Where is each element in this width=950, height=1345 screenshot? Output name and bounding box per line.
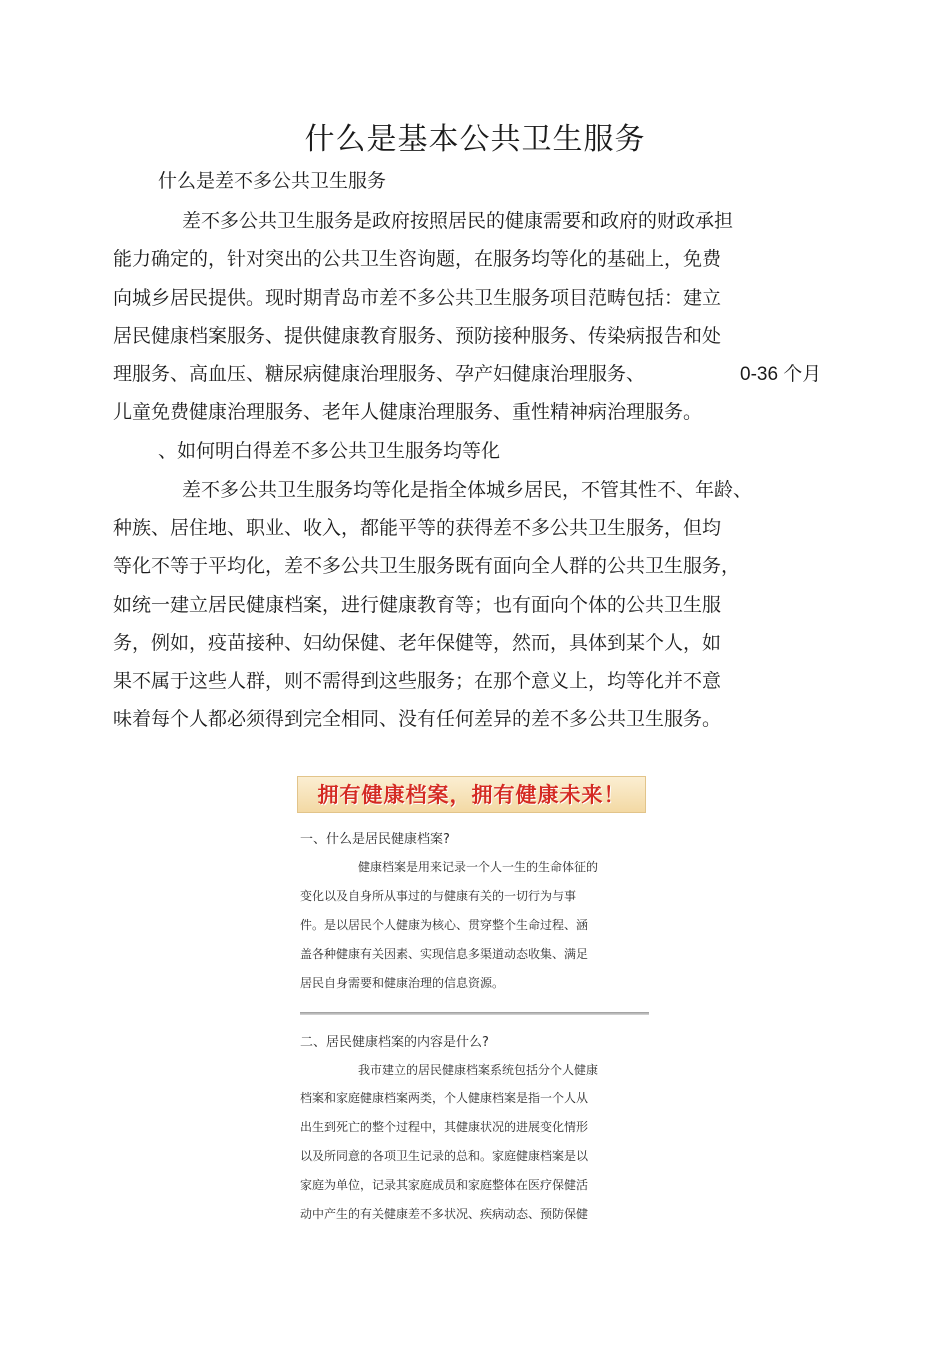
- age-range: 0-36 个月: [740, 364, 822, 385]
- section1-line: 能力确定的，针对突出的公共卫生咨询题，在服务均等化的基础上，免费: [113, 248, 722, 270]
- inset2-line: 动中产生的有关健康差不多状况、疾病动态、预防保健: [300, 1207, 589, 1221]
- section2-line: 果不属于这些人群，则不需得到这些服务；在那个意义上，均等化并不意: [113, 670, 722, 692]
- health-record-banner: [297, 776, 646, 813]
- inset1-line: 健康档案是用来记录一个人一生的生命体征的: [358, 860, 599, 874]
- section1-line: 向城乡居民提供。现时期青岛市差不多公共卫生服务项目范畴包括：建立: [113, 287, 722, 309]
- banner-text: 拥有健康档案，拥有健康未来！: [317, 783, 626, 807]
- inset1-line: 件。是以居民个人健康为核心、贯穿整个生命过程、涵: [300, 918, 589, 932]
- section-divider: [300, 1012, 649, 1015]
- section2-line: 味着每个人都必须得到完全相同、没有任何差异的差不多公共卫生服务。: [113, 708, 722, 730]
- section1-line: 居民健康档案服务、提供健康教育服务、预防接种服务、传染病报告和处: [113, 325, 722, 347]
- inset1-heading: 一、什么是居民健康档案?: [300, 832, 450, 847]
- section2-line: 如统一建立居民健康档案，进行健康教育等；也有面向个体的公共卫生服: [113, 594, 722, 616]
- inset1-line: 居民自身需要和健康治理的信息资源。: [300, 976, 505, 990]
- inset2-line: 家庭为单位，记录其家庭成员和家庭整体在医疗保健活: [300, 1178, 589, 1192]
- page-title: 什么是基本公共卫生服务: [304, 122, 646, 157]
- section2-line: 差不多公共卫生服务均等化是指全体城乡居民，不管其性不、年龄、: [182, 479, 753, 501]
- inset1-line: 变化以及自身所从事过的与健康有关的一切行为与事: [300, 889, 577, 903]
- section1-line: 理服务、高血压、糖尿病健康治理服务、孕产妇健康治理服务、: [113, 363, 646, 385]
- section1-line: 儿童免费健康治理服务、老年人健康治理服务、重性精神病治理服务。: [113, 401, 703, 423]
- section1-heading: 什么是差不多公共卫生服务: [158, 170, 387, 192]
- section2-line: 种族、居住地、职业、收入，都能平等的获得差不多公共卫生服务，但均: [113, 517, 722, 539]
- section2-line: 等化不等于平均化，差不多公共卫生服务既有面向全人群的公共卫生服务，: [113, 555, 741, 577]
- inset2-heading: 二、居民健康档案的内容是什么?: [300, 1035, 489, 1050]
- inset2-line: 我市建立的居民健康档案系统包括分个人健康: [358, 1063, 599, 1077]
- inset2-line: 档案和家庭健康档案两类，个人健康档案是指一个人从: [300, 1091, 589, 1105]
- inset2-line: 出生到死亡的整个过程中，其健康状况的进展变化情形: [300, 1120, 589, 1134]
- inset1-line: 盖各种健康有关因素、实现信息多渠道动态收集、满足: [300, 947, 589, 961]
- section2-heading: 、如何明白得差不多公共卫生服务均等化: [158, 440, 501, 462]
- section1-line: 差不多公共卫生服务是政府按照居民的健康需要和政府的财政承担: [182, 210, 734, 232]
- section2-line: 务，例如，疫苗接种、妇幼保健、老年保健等，然而，具体到某个人，如: [113, 632, 722, 654]
- inset2-line: 以及所同意的各项卫生记录的总和。家庭健康档案是以: [300, 1149, 589, 1163]
